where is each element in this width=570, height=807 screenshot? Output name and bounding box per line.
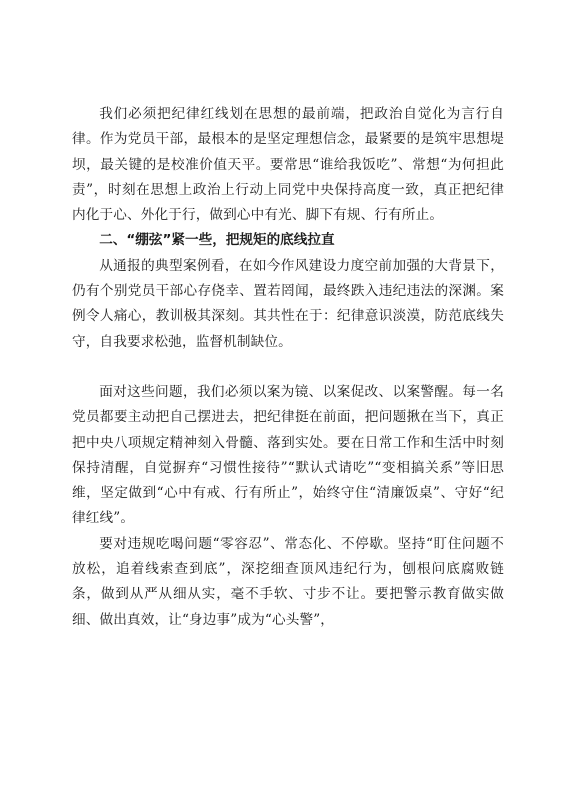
document-page [72,102,504,633]
section-heading-2: 二、“绷弦”紧一些，把规矩的底线拉直 [99,232,335,249]
body-paragraph-3: 面对这些问题，我们必须以案为镜、以案促改、以案警醒。每一名党员都要主动把自己摆进去，把纪律挺在前面，把问题揪在当下，真正把中央八项规定精神刻入骨髓、落到实处。要在日常工作和生活中时刻保持清醒，自觉摒弃“习惯性接待”“默认式请吃”“变相搞关系”等旧思维，坚定做到“心中有戒、行有所止”，始终守住“清廉饭桌”、守好“纪律红线”。 [72,383,504,527]
body-paragraph-2: 从通报的典型案例看，在如今作风建设力度空前加强的大背景下，仍有个别党员干部心存侥幸、置若罔闻，最终跌入违纪违法的深渊。案例令人痛心，教训极其深刻。其共性在于：纪律意识淡漠，防范底线失守，自我要求松弛，监督机制缺位。 [72,257,504,350]
paragraph-gap [72,355,504,380]
body-paragraph-4: 要对违规吃喝问题“零容忍”、常态化、不停歇。坚持“盯住问题不放松，追着线索查到底”，深挖细查顶风违纪行为，刨根问底腐败链条，做到从严从细从实，毫不手软、寸步不让。要把警示教育做实做细、做出真效，让“身边事”成为“心头警”， [72,535,504,628]
body-paragraph-1: 我们必须把纪律红线划在思想的最前端，把政治自觉化为言行自律。作为党员干部，最根本的是坚定理想信念，最紧要的是筑牢思想堤坝，最关键的是校准价值天平。要常思“谁给我饭吃”、常想“为何担此责”，时刻在思想上政治上行动上同党中央保持高度一致，真正把纪律内化于心、外化于行，做到心中有光、脚下有规、行有所止。 [72,106,504,224]
